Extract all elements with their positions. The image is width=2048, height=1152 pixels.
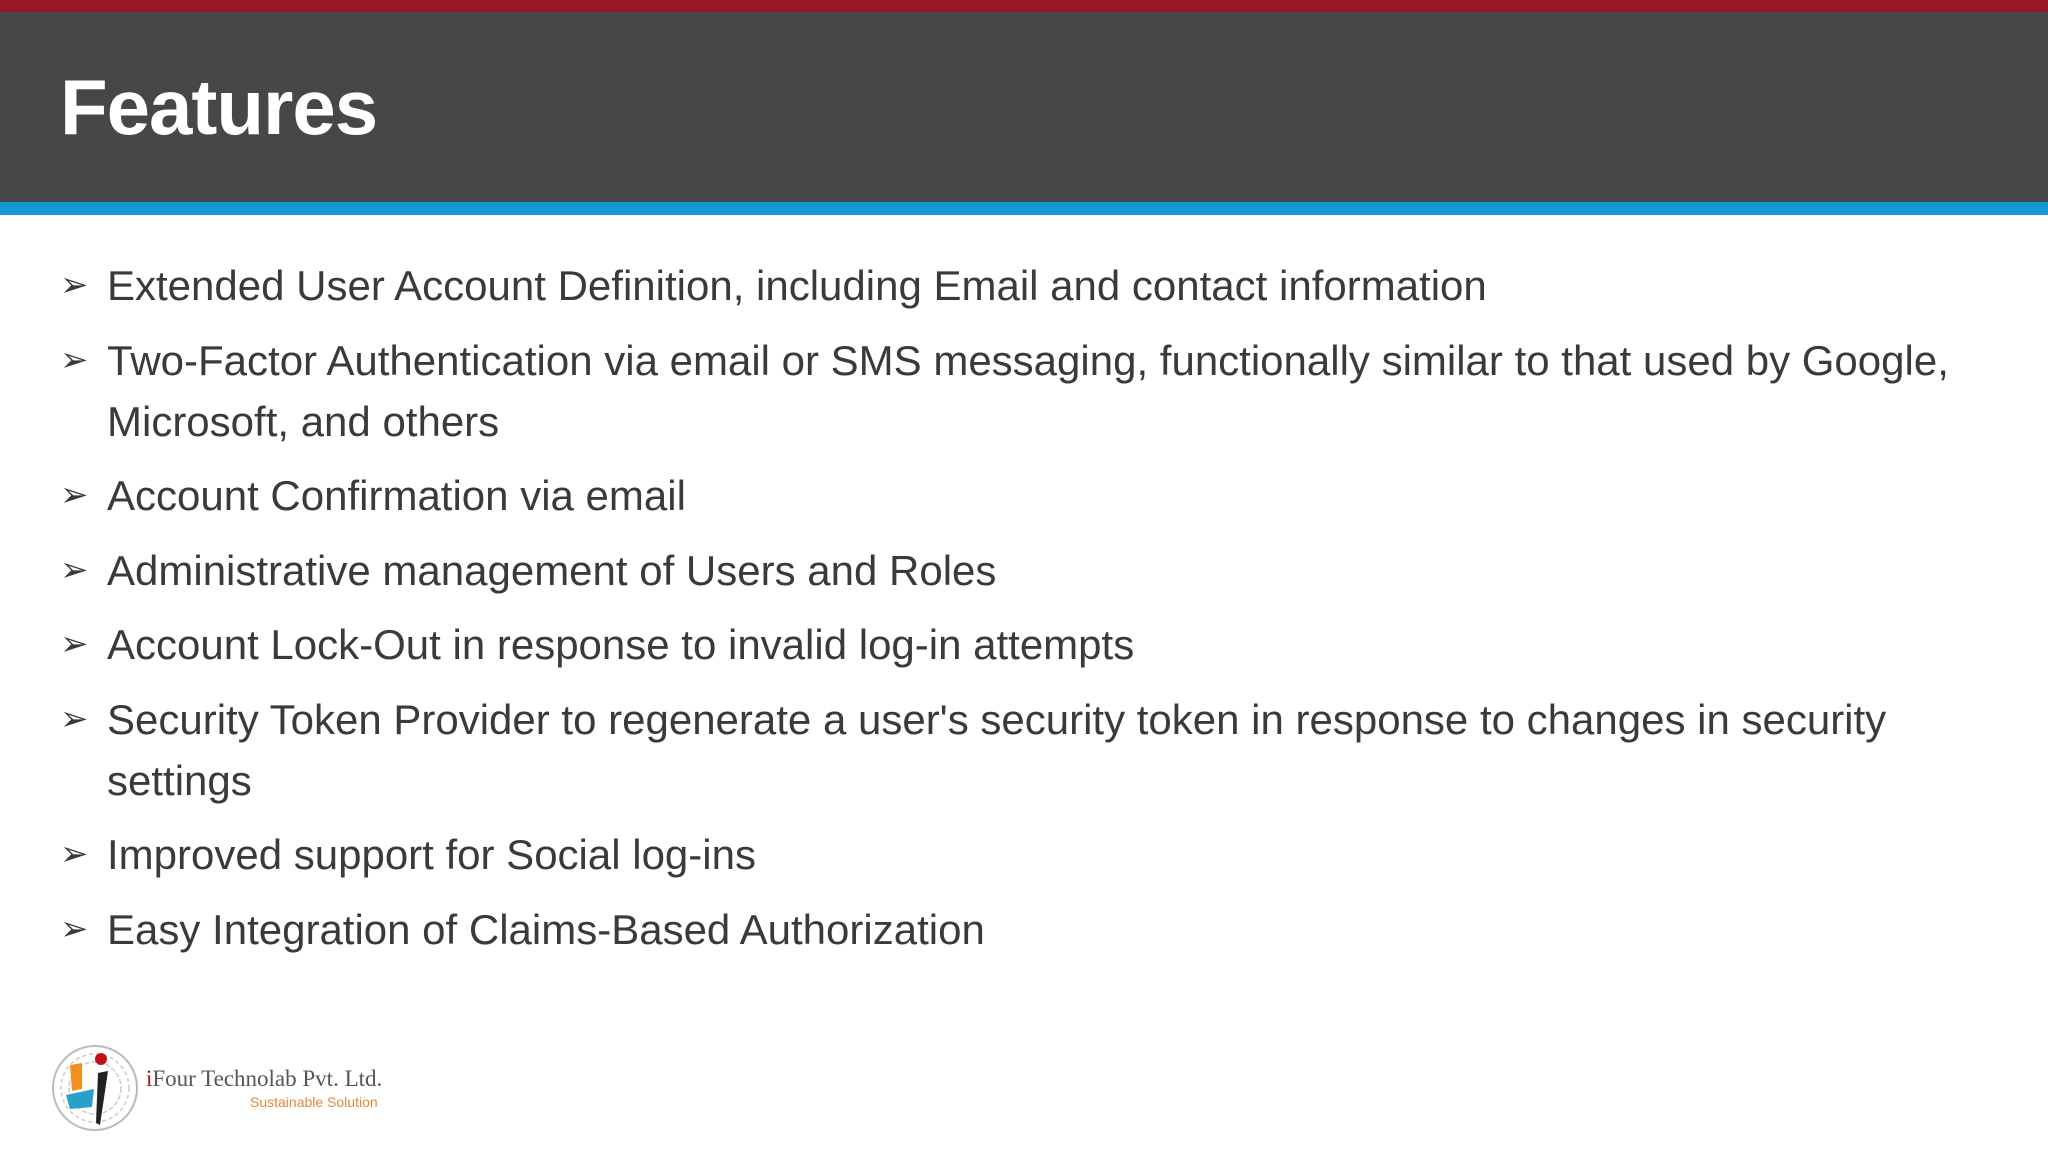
list-item (60, 614, 2010, 675)
top-accent-bar (0, 0, 2048, 12)
bullet-text: Extended User Account Definition, including Email and contact information (107, 262, 1487, 309)
list-item (60, 540, 2010, 601)
list-item (60, 255, 2010, 316)
arrow-bullet-icon: ➢ (60, 909, 89, 948)
company-name-rest: Four Technolab Pvt. Ltd. (152, 1066, 383, 1091)
arrow-bullet-icon: ➢ (60, 625, 89, 663)
bullet-text: Improved support for Social log-ins (107, 831, 756, 878)
company-name-prefix: i (146, 1066, 153, 1091)
bullet-text: Account Confirmation via email (107, 472, 686, 519)
feature-list (60, 255, 2010, 973)
list-item (60, 689, 2010, 811)
arrow-bullet-icon: ➢ (60, 550, 89, 589)
blue-divider (0, 202, 2048, 215)
bullet-text: Easy Integration of Claims-Based Authorization (107, 905, 985, 953)
bullet-text: Security Token Provider to regenerate a user's security token in response to changes in security settings (107, 695, 1887, 804)
arrow-bullet-icon: ➢ (60, 835, 89, 873)
arrow-bullet-icon: ➢ (60, 340, 89, 379)
bullet-text: Account Lock-Out in response to invalid log-in attempts (107, 621, 1135, 668)
list-item (60, 465, 2010, 526)
company-name (146, 1066, 382, 1092)
list-item (60, 330, 2010, 452)
bullet-text: Two-Factor Authentication via email or SMS messaging, functionally similar to that used by Google, Microsoft, and others (107, 336, 1949, 445)
company-tagline: Sustainable Solution (250, 1094, 378, 1110)
arrow-bullet-icon: ➢ (60, 476, 89, 514)
company-logo (50, 1043, 140, 1133)
arrow-bullet-icon: ➢ (60, 266, 89, 304)
list-item (60, 824, 2010, 885)
bullet-text: Administrative management of Users and Roles (107, 546, 997, 594)
list-item (60, 899, 2010, 960)
slide-title: Features (60, 63, 378, 151)
arrow-bullet-icon: ➢ (60, 699, 89, 738)
